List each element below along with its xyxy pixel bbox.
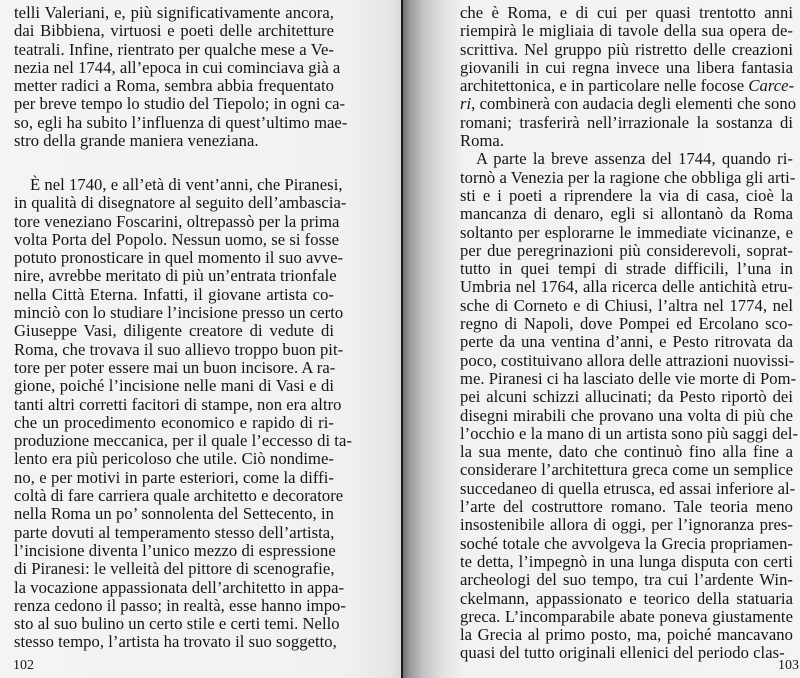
page-number-right: 103 <box>778 658 799 673</box>
text-line: riempirà le migliaia di tavole della sua opera de- <box>460 21 793 41</box>
text-line: tutto in quei tempi di strade difficili, l’una in <box>460 259 793 279</box>
italic-title-carceri-end: ri <box>460 94 472 114</box>
text-line: la vocazione appassionata dell’architetto in appa- <box>14 577 345 597</box>
text-line: minciò con lo studiare l’incisione presso un certo <box>14 303 344 323</box>
left-paragraph-2 <box>14 175 352 652</box>
text-line: volta Porta del Popolo. Nessun uomo, se si fosse <box>14 229 340 249</box>
right-paragraph-2 <box>460 149 799 663</box>
text-line: poco, costituivano allora delle attrazioni nuovissi- <box>460 350 795 370</box>
text-line: archeologi del suo tempo, tra cui l’ardente Win- <box>460 570 793 590</box>
book-gutter <box>401 0 403 678</box>
text-line: per breve tempo lo studio del Tiepolo; in ogni ca- <box>14 94 346 114</box>
text-line: per due peregrinazioni più considerevoli, soprat- <box>460 240 793 260</box>
text-line: scrittiva. Nel gruppo più ristretto delle creazioni <box>460 39 793 59</box>
text-line: ckelmann, appassionato e teorico della statuaria <box>460 588 793 608</box>
italic-title-carceri: Carce- <box>748 76 795 96</box>
text-line <box>460 94 797 114</box>
text-line: insostenibile allora di oggi, per l’ignoranza pres- <box>460 515 793 535</box>
text-line: soltanto per esplorarne le immediate vicinanze, e <box>460 222 793 242</box>
right-page-text <box>460 3 799 663</box>
text-line: tanti altri corretti facitori di stampe, non era altro <box>14 394 342 414</box>
text-line: È nel 1740, e all’età di vent’anni, che Piranesi, <box>30 175 343 194</box>
text-line: tornò a Venezia per la ragione che obbliga gli arti- <box>460 167 796 187</box>
text-line: sche di Corneto e di Chiusi, l’altra nel 1774, nel <box>460 295 793 315</box>
text-line: pei alcuni schizzi allucinati; da Pesto riportò dei <box>460 387 793 407</box>
text-line: Roma, che trovava il suo allievo troppo buon pit- <box>14 339 344 359</box>
text-line: l’arte del costruttore romano. Tale teoria meno <box>460 497 793 517</box>
right-paragraph-1 <box>460 3 797 151</box>
text-run: , combinerà con audacia degli elementi che sono <box>471 94 797 114</box>
text-line: Giuseppe Vasi, diligente creatore di vedute di <box>14 321 334 341</box>
left-paragraph-1 <box>14 3 348 151</box>
text-run: architettonica, e in particolare nelle focose <box>460 76 749 96</box>
text-line: parte dovuti al temperamento stesso dell’artista, <box>14 522 335 542</box>
text-line: nella Città Eterna. Infatti, il giovane artista co- <box>14 284 334 304</box>
text-line: me. Piranesi ci ha lasciato delle vie morte di Pom- <box>460 368 797 388</box>
text-line: metter radici a Roma, sembra abbia frequentato <box>14 76 334 96</box>
text-line: disegni mirabili che provano una volta di più che <box>460 405 793 425</box>
text-line: Roma. <box>460 131 505 151</box>
text-line: nire, avrebbe meritato di più un’entrata trionfale <box>14 266 337 286</box>
text-line: A parte la breve assenza del 1744, quando ri- <box>476 149 793 169</box>
text-line: mancanza di denaro, egli si allontanò da Roma <box>460 204 793 224</box>
text-line: te detta, l’impegnò in una lunga disputa con certi <box>460 551 793 571</box>
text-line: in qualità di disegnatore al seguito dell’ambascia- <box>14 193 347 213</box>
text-line: sti e i poeti a riprendere la via di casa, cioè la <box>460 185 793 205</box>
text-line: no, e per motivi in parte esteriori, come la diffi- <box>14 467 334 487</box>
text-line: l’incisione diventa l’unico mezzo di espressione <box>14 540 336 560</box>
text-line: Umbria nel 1764, alla ricerca delle antichità etru- <box>460 277 793 297</box>
text-line: tore veneziano Foscarini, oltrepassò per la prima <box>14 211 340 231</box>
text-line: perte da una ventina d’anni, e Pesto ritrovata da <box>460 332 793 352</box>
text-line: succedaneo di quella etrusca, ed assai inferiore al- <box>460 478 796 498</box>
text-line <box>460 77 793 95</box>
text-line: gione, poiché l’incisione nelle mani di Vasi e di <box>14 376 334 396</box>
text-line: che un procedimento economico e rapido di ri- <box>14 412 334 432</box>
text-line: nella Roma un po’ sonnolenta del Settecento, in <box>14 504 334 524</box>
text-line: renza cedono il passo; in realtà, esse hanno impo- <box>14 595 346 615</box>
text-line: quasi del tutto originali ellenici del periodo clas- <box>460 643 785 663</box>
text-line: sto al suo bulino un certo stile e certi temi. Nello <box>14 614 340 634</box>
text-line: stesso tempo, l’artista ha trovato il suo soggetto, <box>14 632 337 652</box>
text-line: soché totale che avvolgeva la Grecia propriamen- <box>460 533 793 553</box>
text-line: produzione meccanica, per il quale l’eccesso di ta- <box>14 431 352 451</box>
text-line: dai Bibbiena, virtuosi e poeti delle architetture <box>14 21 334 41</box>
text-line: regno di Napoli, dove Pompei ed Ercolano sco- <box>460 314 793 334</box>
text-line: considerare l’architettura greca come un semplice <box>460 460 793 480</box>
text-line: greca. L’incomparabile abate poneva giustamente <box>460 606 793 626</box>
text-line: lento era più pericoloso che utile. Ciò nondime- <box>14 449 334 469</box>
text-line: so, egli ha subito l’influenza di quest’ultimo mae- <box>14 112 348 132</box>
text-line: la Grecia al primo posto, ma, poiché mancavano <box>460 625 793 645</box>
text-line: che è Roma, e di cui per quasi trentotto anni <box>460 3 793 22</box>
text-line: tore per poter essere mai un buon incisore. A ra- <box>14 357 336 377</box>
text-line: l’occhio e la mano di un artista sono più saggi del- <box>460 423 799 443</box>
text-line: potuto pronosticare in quel momento il suo avve- <box>14 248 344 268</box>
text-line: telli Valeriani, e, più significativamente ancora, <box>14 3 334 22</box>
text-line: di Piranesi: le velleità del pittore di scenografie, <box>14 559 335 579</box>
text-line: nezia nel 1744, all’epoca in cui cominciava già a <box>14 57 341 77</box>
text-line: la sua mente, dato che continuò fino alla fine a <box>460 442 793 462</box>
page-number-left: 102 <box>13 658 34 673</box>
text-line: coltà di fare carriera quale architetto e decoratore <box>14 486 344 506</box>
text-line: teatrali. Infine, rientrato per qualche mese a Ve- <box>14 39 334 59</box>
text-line: stro della grande maniera veneziana. <box>14 131 259 151</box>
text-line: romani; trasferirà nell’irrazionale la sostanza di <box>460 112 793 132</box>
text-line: giovanili in cui regna invece una libera fantasia <box>460 57 793 77</box>
